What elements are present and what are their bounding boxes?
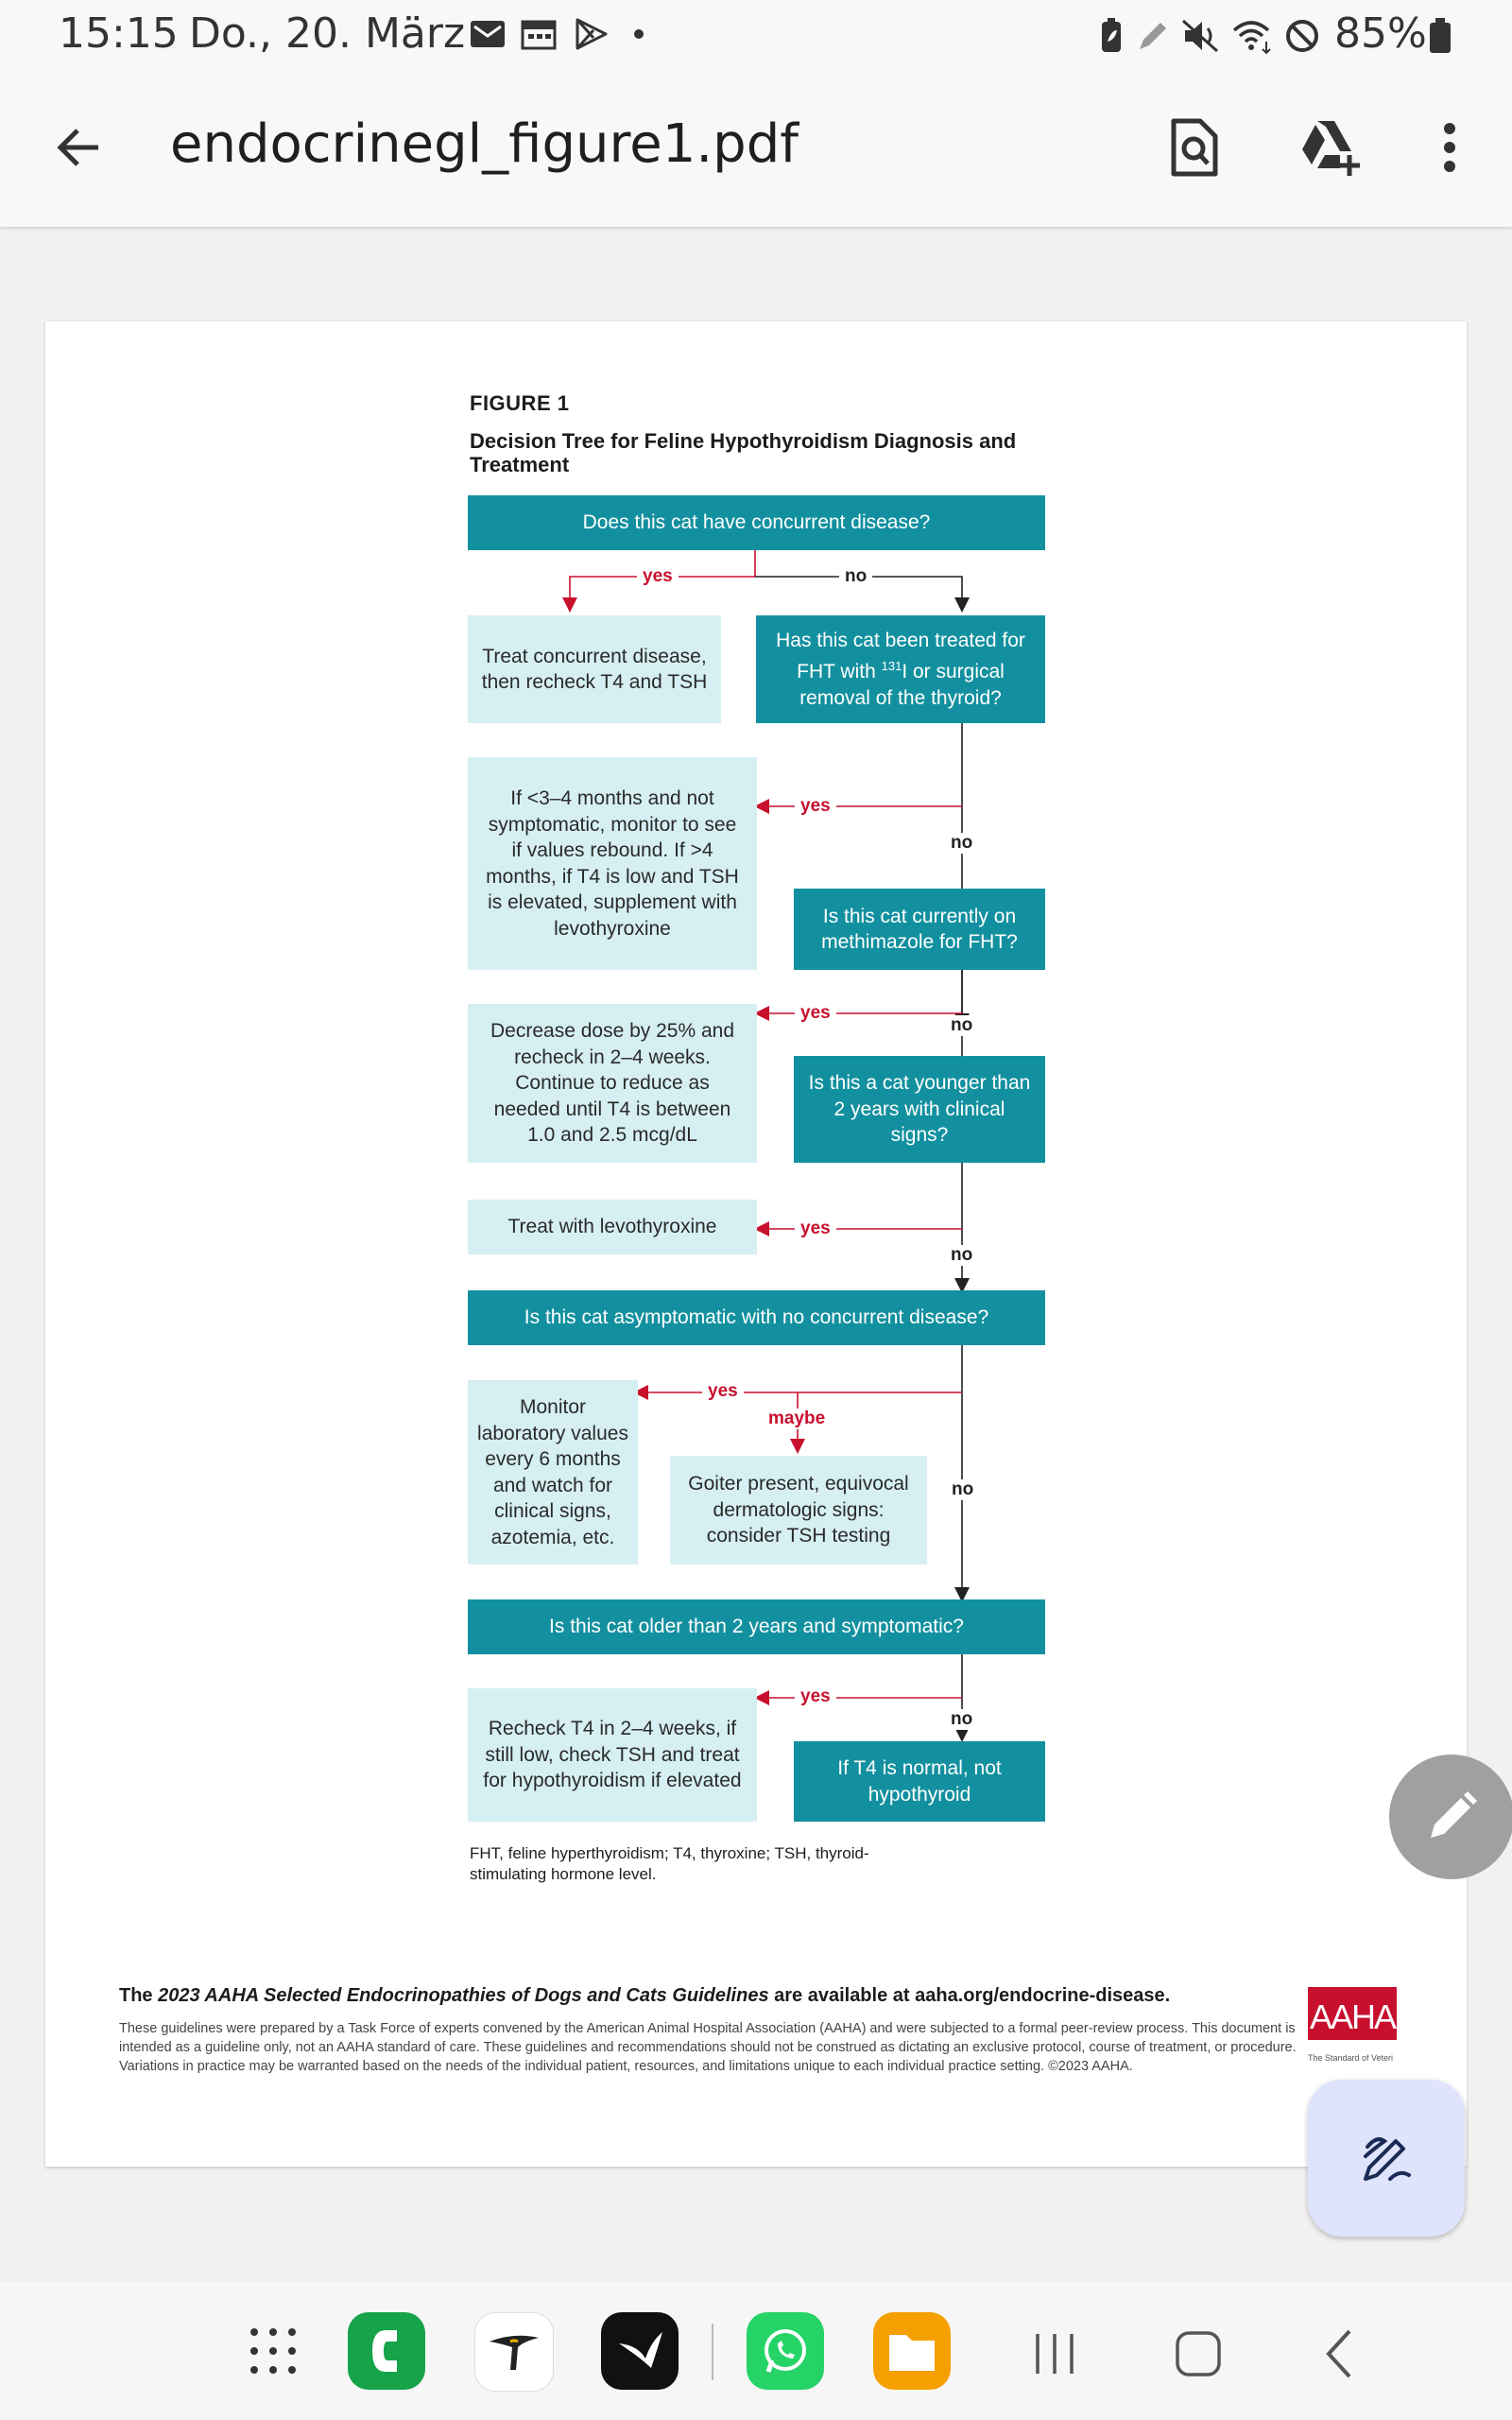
q2-superscript: 131 [881, 659, 902, 674]
bird-app-icon [486, 2328, 542, 2376]
mute-icon [1179, 17, 1221, 55]
edit-pencil-icon [1423, 1789, 1480, 1845]
more-options-button[interactable] [1404, 102, 1495, 193]
edit-button[interactable] [1389, 1754, 1512, 1879]
clock: 15:15 [59, 9, 179, 58]
status-bar [0, 0, 1512, 68]
recents-button[interactable] [1017, 2316, 1092, 2392]
calendar-icon [520, 17, 558, 51]
pdf-page[interactable] [45, 321, 1467, 2167]
annotate-icon [1356, 2128, 1417, 2188]
question-treated-fht [756, 615, 1045, 723]
answer-goiter-tsh: Goiter present, equivocal dermatologic signs: consider TSH testing [670, 1456, 927, 1564]
swallow-app-icon [613, 2325, 666, 2377]
label-no: no [945, 1245, 978, 1266]
search-document-icon [1168, 117, 1221, 178]
app-drawer-icon [247, 2325, 300, 2377]
home-icon [1172, 2327, 1225, 2380]
phone-app[interactable] [348, 2312, 425, 2390]
label-yes: yes [637, 566, 679, 587]
dot-icon [631, 17, 646, 51]
answer-treat-concurrent: Treat concurrent disease, then recheck T4 and TSH [468, 615, 721, 723]
label-maybe: maybe [763, 1409, 831, 1429]
label-yes: yes [795, 796, 836, 817]
question-asymptomatic: Is this cat asymptomatic with no concurrent disease? [468, 1290, 1045, 1345]
logo-tagline: The Standard of Veteri [1308, 2053, 1394, 2063]
files-app[interactable] [873, 2312, 951, 2390]
annotate-button[interactable] [1308, 2080, 1465, 2237]
add-to-drive-icon [1297, 117, 1365, 178]
label-yes: yes [795, 1686, 836, 1707]
q2-text-post: I or surgical removal of the thyroid? [799, 661, 1005, 709]
mail-icon [469, 17, 507, 51]
recents-icon [1028, 2330, 1081, 2377]
question-older-than-2: Is this cat older than 2 years and symptomatic? [468, 1599, 1045, 1654]
question-younger-than-2: Is this a cat younger than 2 years with clinical signs? [794, 1056, 1045, 1163]
back-icon [1321, 2327, 1359, 2380]
answer-recheck-t4: Recheck T4 in 2–4 weeks, if still low, check TSH and treat for hypothyroidism if elevated [468, 1688, 757, 1822]
add-to-drive-button[interactable] [1285, 102, 1376, 193]
navigation-bar [0, 2282, 1512, 2420]
answer-not-hypothyroid: If T4 is normal, not hypothyroid [794, 1741, 1045, 1822]
files-app-icon [887, 2329, 936, 2373]
answer-monitor-rebound: If <3–4 months and not symptomatic, monitor to see if values rebound. If >4 months, if T4 is low and TSH is elevated, supplement with levothyroxine [468, 757, 757, 970]
back-arrow-icon [53, 121, 106, 174]
label-no: no [945, 1709, 978, 1730]
logo-text: AAHA [1308, 1987, 1397, 2040]
swallow-app[interactable] [601, 2312, 679, 2390]
document-title: endocrinegl_figure1.pdf [170, 113, 799, 175]
dnd-icon [1283, 17, 1323, 55]
play-store-icon [573, 17, 610, 51]
aaha-logo [1308, 1987, 1397, 2082]
pen-icon [1134, 17, 1172, 55]
label-no: no [946, 1479, 979, 1500]
app-bar [0, 68, 1512, 227]
answer-decrease-dose: Decrease dose by 25% and recheck in 2–4 weeks. Continue to reduce as needed until T4 is between 1.0 and 2.5 mcg/dL [468, 1004, 757, 1163]
label-yes: yes [702, 1381, 744, 1402]
app-drawer-button[interactable] [234, 2312, 312, 2390]
battery-saver-icon [1096, 17, 1126, 55]
whatsapp-app[interactable] [747, 2312, 824, 2390]
wifi-icon [1230, 17, 1276, 55]
label-no: no [839, 566, 872, 587]
more-vert-icon [1440, 119, 1459, 176]
date: Do., 20. März [189, 9, 466, 58]
question-methimazole: Is this cat currently on methimazole for FHT? [794, 889, 1045, 970]
label-yes: yes [795, 1003, 836, 1024]
disclaimer: These guidelines were prepared by a Task Force of experts convened by the American Animal Hospital Association (AAHA) and were subjected to a formal peer-review process. This document is intended as a guideline only, not an AAHA standard of care. These guidelines and recommendations should not be construed as dictating an exclusive protocol, course of treatment, or procedure. Variations in practice may be warranted based on the needs of the individual patient, resources, and limitations unique to each individual practice setting. ©2023 AAHA. [119, 2021, 1297, 2074]
label-no: no [945, 833, 978, 854]
search-document-button[interactable] [1149, 102, 1240, 193]
phone-app-icon [363, 2325, 410, 2377]
whatsapp-icon [759, 2325, 812, 2377]
figure-footnote: FHT, feline hyperthyroidism; T4, thyroxine; TSH, thyroid-stimulating hormone level. [470, 1844, 869, 1883]
answer-monitor-lab-values: Monitor laboratory values every 6 months and watch for clinical signs, azotemia, etc. [468, 1380, 638, 1564]
battery-percent: 85% [1334, 9, 1427, 58]
bird-app[interactable] [474, 2312, 554, 2392]
guidelines-title: 2023 AAHA Selected Endocrinopathies of Dogs and Cats Guidelines [158, 1985, 769, 2006]
q2-text-pre: Has this cat been treated for FHT with [776, 629, 1025, 683]
label-yes: yes [795, 1219, 836, 1239]
figure-label: FIGURE 1 [470, 391, 570, 415]
nav-back-button[interactable] [1302, 2316, 1378, 2392]
battery-icon [1427, 17, 1455, 55]
availability-pre: The [119, 1985, 159, 2006]
answer-levothyroxine: Treat with levothyroxine [468, 1200, 757, 1254]
home-button[interactable] [1160, 2316, 1236, 2392]
availability-url: are available at aaha.org/endocrine-disease. [768, 1985, 1171, 2006]
availability-note [119, 1985, 1170, 2007]
label-no: no [945, 1015, 978, 1036]
back-button[interactable] [34, 102, 125, 193]
dock-divider [712, 2324, 713, 2380]
figure-title: Decision Tree for Feline Hypothyroidism Diagnosis and Treatment [470, 429, 1017, 476]
question-concurrent-disease: Does this cat have concurrent disease? [468, 495, 1045, 550]
